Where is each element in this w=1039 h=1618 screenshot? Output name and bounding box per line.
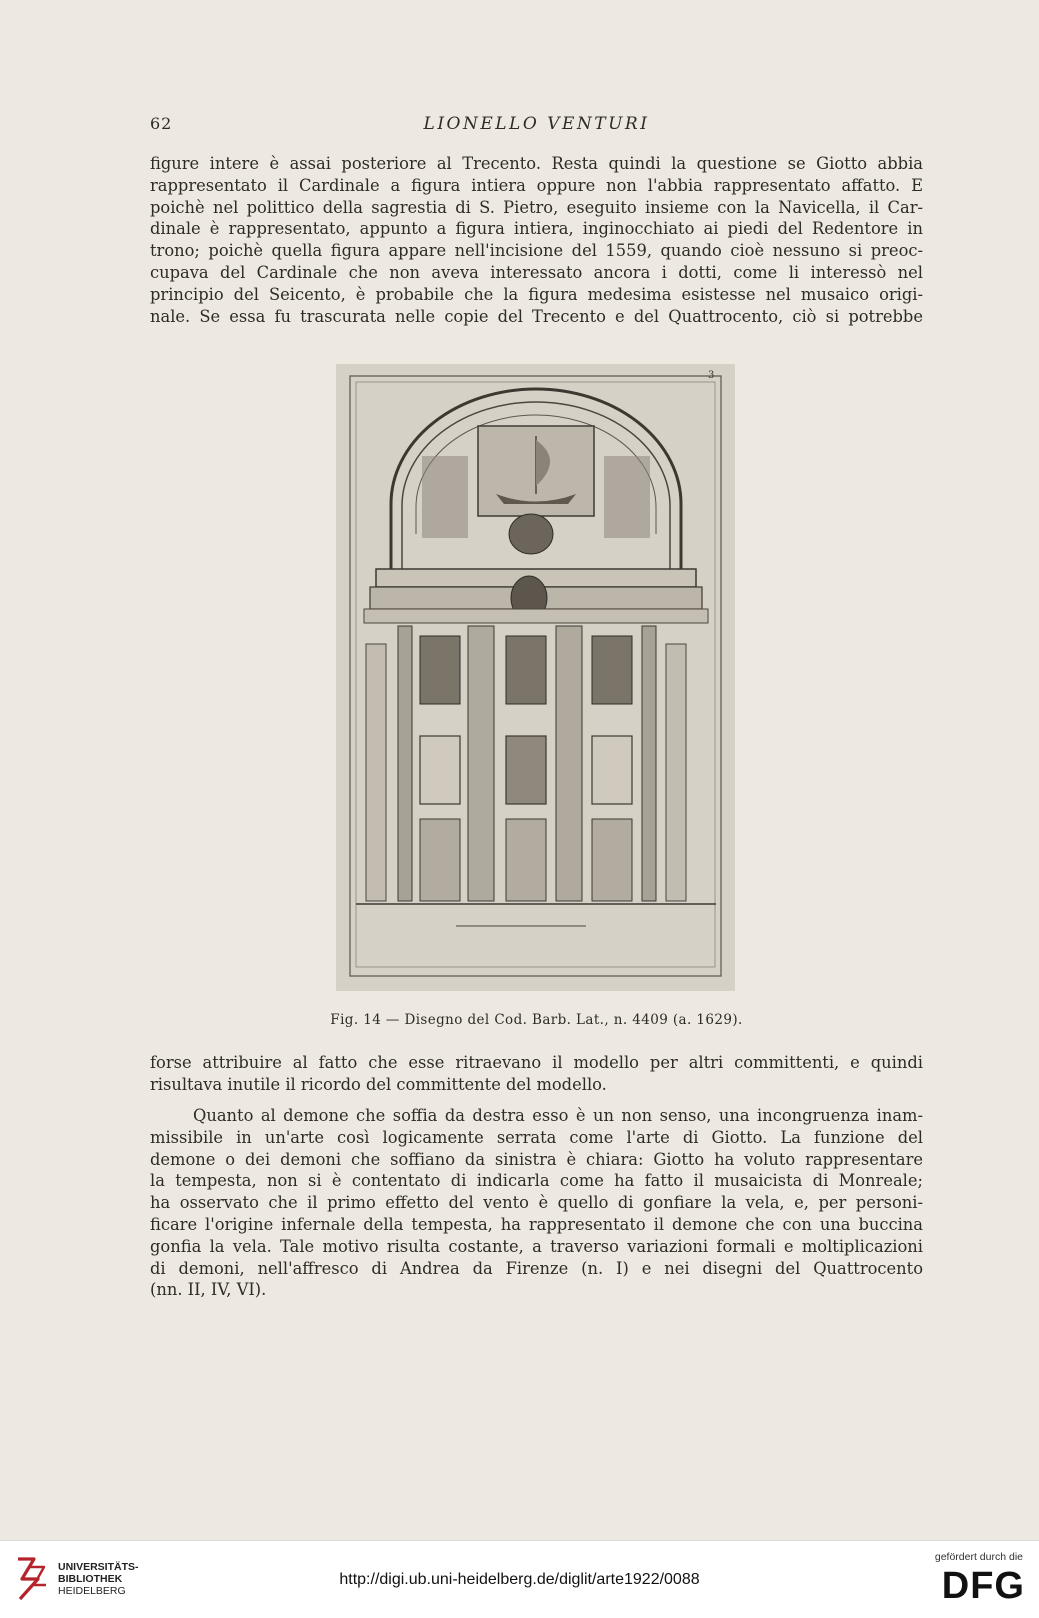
text-line: gonfia la vela. Tale motivo risulta costante, a traverso variazioni formali e moltiplicazioni xyxy=(150,1236,923,1256)
panel-left xyxy=(420,736,460,804)
door-center xyxy=(506,819,546,901)
paragraph-3 xyxy=(150,1105,923,1301)
pilaster-3 xyxy=(556,626,582,901)
text-line: principio del Seicento, è probabile che la figura medesima esistesse nel musaico origi- xyxy=(150,284,923,304)
panel-right xyxy=(592,736,632,804)
text-line: (nn. II, IV, VI). xyxy=(150,1280,267,1300)
pilaster-2 xyxy=(468,626,494,901)
text-line: dinale è rappresentato, appunto a figura intiera, inginocchiato ai piedi del Redentore in xyxy=(150,219,923,239)
text-line: cupava del Cardinale che non aveva interessato ancora i dotti, come li interessò nel xyxy=(150,262,923,282)
page-number: 62 xyxy=(150,114,173,133)
text-line: trono; poichè quella figura appare nell'incisione del 1559, quando cioè nessuno si preoc- xyxy=(150,241,923,261)
paragraph-1 xyxy=(150,153,923,327)
library-name-line: HEIDELBERG xyxy=(58,1585,126,1597)
corner-mark: 3 xyxy=(708,370,715,381)
pilaster-1 xyxy=(398,626,412,901)
text-line: ficare l'origine infernale della tempesta, ha rappresentato il demone che con una buccina xyxy=(150,1214,923,1234)
digitization-footer xyxy=(0,1540,1039,1618)
running-head: LIONELLO VENTURI xyxy=(423,114,650,134)
library-name-line: BIBLIOTHEK xyxy=(58,1573,123,1585)
text-line: risultava inutile il ricordo del committente del modello. xyxy=(150,1074,607,1094)
side-bay-left xyxy=(366,644,386,901)
text-line: poichè nel polittico della sagrestia di S. Pietro, eseguito insieme con la Navicella, il Car- xyxy=(150,197,923,217)
permalink-url[interactable]: http://digi.ub.uni-heidelberg.de/diglit/arte1922/0088 xyxy=(339,1571,700,1588)
library-name-line: UNIVERSITÄTS- xyxy=(58,1561,139,1573)
upper-window-3 xyxy=(592,636,632,704)
text-line: forse attribuire al fatto che esse ritraevano il modello per altri committenti, e quindi xyxy=(150,1053,923,1072)
pilaster-4 xyxy=(642,626,656,901)
architectural-drawing-figure xyxy=(336,364,735,991)
text-line: demone o dei demoni che soffiano da sinistra è chiara: Giotto ha voluto rappresentare xyxy=(150,1149,923,1169)
figure-caption: Fig. 14 — Disegno del Cod. Barb. Lat., n. 4409 (a. 1629). xyxy=(330,1012,743,1028)
page-header xyxy=(150,114,923,138)
paragraph-2 xyxy=(150,1052,923,1096)
side-bay-right xyxy=(666,644,686,901)
text-line: missibile in un'arte così logicamente serrata come l'arte di Giotto. La funzione del xyxy=(150,1127,923,1147)
text-line: di demoni, nell'affresco di Andrea da Firenze (n. I) e nei disegni del Quattrocento xyxy=(150,1258,923,1278)
text-line: la tempesta, non si è contentato di indicarla come ha fatto il musaicista di Monreale; xyxy=(150,1171,923,1191)
text-line: nale. Se essa fu trascurata nelle copie del Trecento e del Quattrocento, ciò si potrebbe xyxy=(150,306,923,326)
dfg-logo[interactable]: DFG xyxy=(941,1565,1025,1607)
door-left xyxy=(420,819,460,901)
text-line: figure intere è assai posteriore al Trecento. Resta quindi la questione se Giotto abbia xyxy=(150,154,923,173)
facade-drawing xyxy=(336,364,735,991)
text-line: Quanto al demone che soffia da destra esso è un non senso, una incongruenza inam- xyxy=(193,1106,923,1125)
text-line: rappresentato il Cardinale a figura intiera oppure non l'abbia rappresentato affatto. E xyxy=(150,175,923,195)
panel-center-relief xyxy=(506,736,546,804)
frieze xyxy=(364,609,708,623)
upper-window-2 xyxy=(506,636,546,704)
door-right xyxy=(592,819,632,901)
lunette-window-right xyxy=(604,456,650,538)
funding-label: gefördert durch die xyxy=(934,1551,1023,1563)
upper-window-1 xyxy=(420,636,460,704)
lunette-window-left xyxy=(422,456,468,538)
coat-of-arms-upper xyxy=(509,514,553,554)
text-line: ha osservato che il primo effetto del vento è quello di gonfiare la vela, e, per personi- xyxy=(150,1193,923,1213)
